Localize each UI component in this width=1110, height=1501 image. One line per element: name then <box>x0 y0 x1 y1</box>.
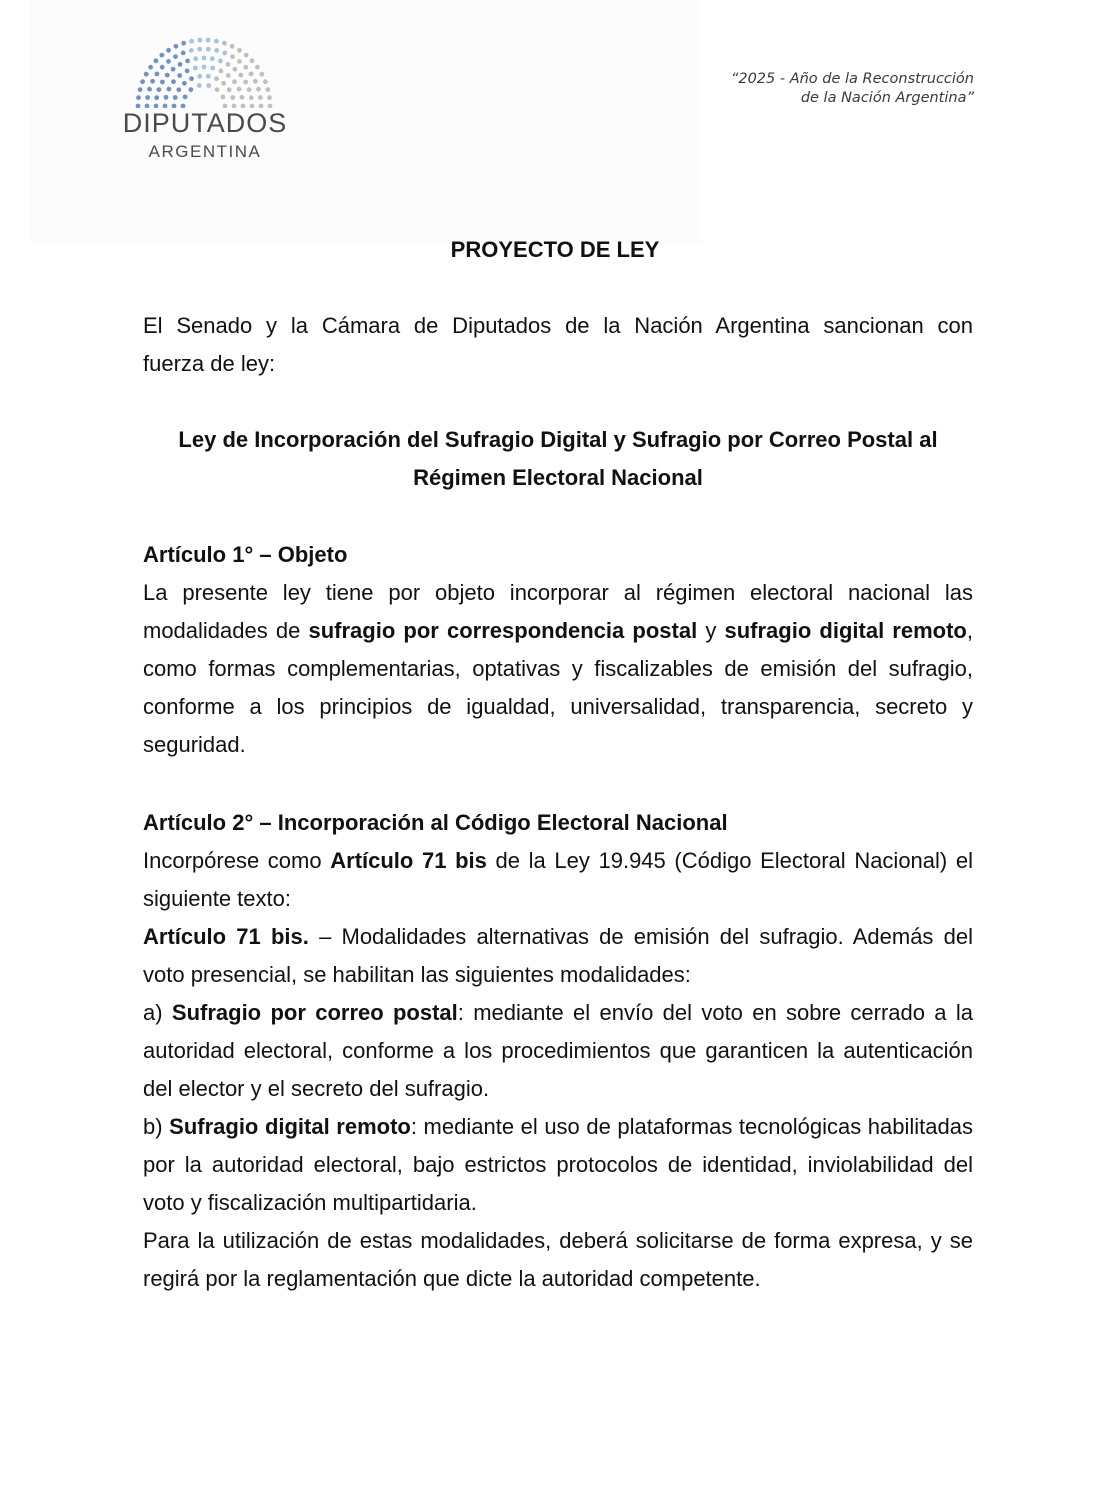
article-2-paragraph-1: Incorpórese como Artículo 71 bis de la Ley 19.945 (Código Electoral Nacional) el siguiente texto: <box>143 848 973 911</box>
article-2-paragraph-2: Artículo 71 bis. – Modalidades alternativas de emisión del sufragio. Además del voto presencial, se habilitan las siguientes modalidades: <box>143 924 973 987</box>
enacting-clause <box>143 307 973 383</box>
law-title-line-1: Ley de Incorporación del Sufragio Digital y Sufragio por Correo Postal al <box>178 427 938 452</box>
item-b: b) Sufragio digital remoto: mediante el uso de plataformas tecnológicas habilitadas por la autoridad electoral, bajo estrictos protocolos de identidad, inviolabilidad del voto y fiscalización multipartidaria. <box>143 1114 973 1215</box>
bold-digital-vote: sufragio digital remoto <box>724 618 967 643</box>
emblem-dot <box>182 81 187 86</box>
bold-article-71-bis: Artículo 71 bis. <box>143 924 309 949</box>
document-title: PROYECTO DE LEY <box>450 237 660 262</box>
emblem-dot <box>214 48 219 53</box>
emblem-dot <box>240 95 245 100</box>
emblem-dot <box>185 69 190 74</box>
emblem-dot <box>193 56 198 61</box>
emblem-dot <box>222 51 227 56</box>
emblem-dot <box>197 74 202 79</box>
article-1-body: La presente ley tiene por objeto incorporar al régimen electoral nacional las modalidades de sufragio por correspondencia postal y sufragio digital remoto, como formas complementarias, optativas y fiscalizables de emisión del sufragio, conforme a los principios de igualdad, universalidad, transparencia, secreto y seguridad. <box>143 580 973 757</box>
emblem-dot <box>232 79 237 84</box>
emblem-dot <box>247 87 252 92</box>
emblem-dot <box>221 95 226 100</box>
emblem-dot <box>178 62 183 67</box>
emblem-dot <box>256 87 261 92</box>
emblem-dot <box>183 95 188 100</box>
emblem-dot <box>221 81 226 86</box>
enacting-clause-line-1: El Senado y la Cámara de Diputados de la Nación Argentina sancionan con <box>143 313 973 338</box>
emblem-dot <box>189 76 194 81</box>
emblem-dot <box>164 95 169 100</box>
emblem-dot <box>237 59 242 64</box>
emblem-dot <box>244 53 249 58</box>
emblem-dot <box>171 79 176 84</box>
bold-article-ref: Artículo 71 bis <box>330 848 487 873</box>
emblem-dot <box>230 44 235 49</box>
emblem-dot <box>218 59 223 64</box>
emblem-dot <box>165 73 170 78</box>
emblem-dot <box>155 72 160 77</box>
emblem-dot <box>250 58 255 63</box>
emblem-dot <box>226 73 231 78</box>
emblem-dot <box>249 72 254 77</box>
item-a-title: Sufragio por correo postal <box>171 1000 458 1025</box>
law-title <box>130 421 986 497</box>
emblem-dot <box>185 59 190 64</box>
emblem-dot <box>189 48 194 53</box>
emblem-dot <box>140 79 145 84</box>
emblem-dot <box>193 66 198 71</box>
emblem-dot <box>259 72 264 77</box>
emblem-dot <box>206 83 211 88</box>
emblem-dot <box>266 87 271 92</box>
item-a: a) Sufragio por correo postal: mediante el envío del voto en sobre cerrado a la autoridad electoral, conforme a los procedimientos que garanticen la autenticación del elector y el secreto del sufragio. <box>143 1000 973 1101</box>
emblem-dot <box>160 80 165 85</box>
emblem-dot <box>160 53 165 58</box>
emblem-dot <box>147 87 152 92</box>
law-title-line-2: Régimen Electoral Nacional <box>413 465 703 490</box>
emblem-dot <box>145 95 150 100</box>
emblem-dot <box>214 76 219 81</box>
emblem-dot <box>226 62 231 67</box>
emblem-dot <box>237 48 242 53</box>
emblem-dot <box>166 59 171 64</box>
emblem-dot <box>243 65 248 70</box>
emblem-dot <box>202 56 207 61</box>
emblem-dot <box>189 87 194 92</box>
closing-paragraph: Para la utilización de estas modalidades, deberá solicitarse de forma expresa, y se regirá por la reglamentación que dicte la autoridad competente. <box>143 1228 973 1291</box>
emblem-dot <box>210 66 215 71</box>
emblem-dot <box>227 87 232 92</box>
motto-line-1: “2025 - Año de la Reconstrucción <box>730 71 974 87</box>
emblem-dot <box>210 56 215 61</box>
emblem-dot <box>197 83 202 88</box>
emblem-dot <box>181 41 186 46</box>
emblem-dot <box>230 95 235 100</box>
emblem-dot <box>258 95 263 100</box>
emblem-dot <box>238 73 243 78</box>
emblem-dot <box>253 79 258 84</box>
motto-line-2: de la Nación Argentina” <box>800 90 974 106</box>
emblem-dot <box>174 44 179 49</box>
emblem-dot <box>222 41 227 46</box>
emblem-dot <box>202 65 207 70</box>
logo-area <box>30 0 702 244</box>
emblem-dot <box>237 87 242 92</box>
emblem-dot <box>154 95 159 100</box>
emblem-dot <box>157 87 162 92</box>
emblem-dot <box>138 87 143 92</box>
emblem-dot <box>189 39 194 44</box>
emblem-dot <box>219 69 224 74</box>
emblem-dot <box>243 80 248 85</box>
emblem-dot <box>249 95 254 100</box>
logo-subtitle: ARGENTINA <box>148 142 262 161</box>
bold-postal-vote: sufragio por correspondencia postal <box>308 618 698 643</box>
emblem-dot <box>206 47 211 52</box>
emblem-dot <box>154 58 159 63</box>
emblem-dot <box>214 39 219 44</box>
emblem-dot <box>167 87 172 92</box>
emblem-dot <box>181 51 186 56</box>
emblem-dot <box>197 47 202 52</box>
article-1-heading: Artículo 1° – Objeto <box>143 542 348 567</box>
emblem-dot <box>173 54 178 59</box>
emblem-dot <box>160 65 165 70</box>
article-2 <box>143 804 973 1298</box>
emblem-dot <box>136 95 141 100</box>
emblem-dot <box>171 67 176 72</box>
emblem-dot <box>230 54 235 59</box>
year-motto <box>731 70 974 108</box>
emblem-dot <box>173 95 178 100</box>
logo-name: DIPUTADOS <box>122 108 288 138</box>
item-b-title: Sufragio digital remoto <box>169 1114 411 1139</box>
article-1 <box>143 536 973 764</box>
enacting-clause-line-2: fuerza de ley: <box>143 351 276 376</box>
emblem-dot <box>198 38 203 43</box>
emblem-dot <box>166 48 171 53</box>
emblem-dot <box>177 73 182 78</box>
emblem-dot <box>267 95 272 100</box>
emblem-dot <box>150 79 155 84</box>
emblem-dot <box>144 72 149 77</box>
emblem-dot <box>148 65 153 70</box>
emblem-dot <box>255 65 260 70</box>
emblem-dot <box>206 38 211 43</box>
article-2-heading: Artículo 2° – Incorporación al Código Electoral Nacional <box>143 810 728 835</box>
hemicycle-dots-icon <box>134 36 274 108</box>
emblem-dot <box>263 79 268 84</box>
emblem-dot <box>206 74 211 79</box>
emblem-dot <box>176 87 181 92</box>
emblem-dot <box>233 67 238 72</box>
emblem-dot <box>215 87 220 92</box>
